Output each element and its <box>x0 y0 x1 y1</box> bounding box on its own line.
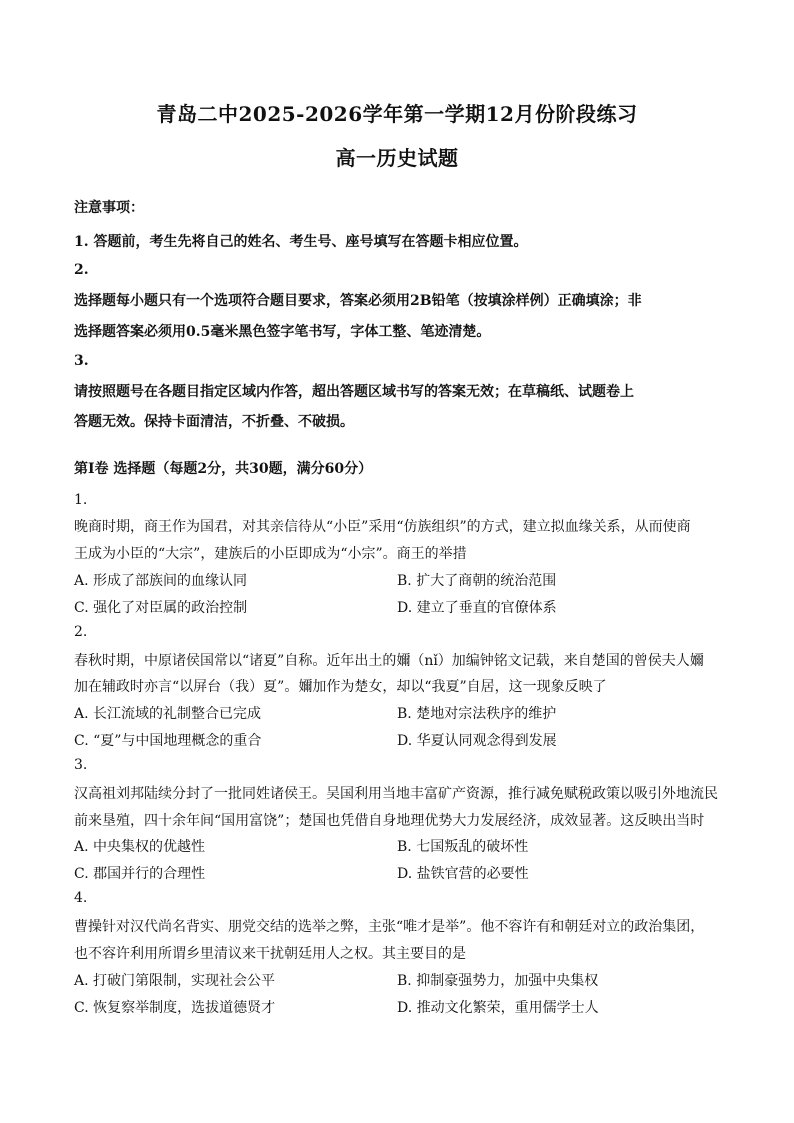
notice-item-2-line-2: 选择题答案必须用0.5毫米黑色签字笔书写，字体工整、笔迹清楚。 <box>74 324 491 340</box>
option-d: D. 华夏认同观念得到发展 <box>397 733 557 749</box>
option-b: B. 抑制豪强势力，加强中央集权 <box>397 973 599 989</box>
notice-item-2-number: 2. <box>74 262 89 278</box>
page-subtitle: 高一历史试题 <box>335 146 459 170</box>
option-b: B. 楚地对宗法秩序的维护 <box>397 706 557 722</box>
notice-item-3-line-1: 请按照题号在各题目指定区域内作答，超出答题区域书写的答案无效；在草稿纸、试题卷上 <box>74 384 634 400</box>
question-number: 3. <box>74 757 88 773</box>
question-text-line: 春秋时期，中原诸侯国常以“诸夏”自称。近年出土的嬭（nǐ）加编钟铭文记载，来自楚国的曾侯夫人嬭 <box>74 653 704 669</box>
question-text-line: 王成为小臣的“大宗”，建族后的小臣即成为“小宗”。商王的举措 <box>74 546 467 562</box>
notice-item-1: 1. 答题前，考生先将自己的姓名、考生号、座号填写在答题卡相应位置。 <box>74 234 528 250</box>
section-title: 第Ⅰ卷 选择题（每题2分，共30题，满分60分） <box>74 461 373 477</box>
option-c: C. 郡国并行的合理性 <box>74 866 206 882</box>
option-b: B. 七国叛乱的破坏性 <box>397 839 529 855</box>
option-c: C. 恢复察举制度，选拔道德贤才 <box>74 1000 276 1016</box>
option-d: D. 盐铁官营的必要性 <box>397 866 529 882</box>
option-d: D. 建立了垂直的官僚体系 <box>397 600 557 616</box>
option-a: A. 中央集权的优越性 <box>74 839 206 855</box>
option-c: C. “夏”与中国地理概念的重合 <box>74 733 262 749</box>
option-a: A. 形成了部族间的血缘认同 <box>74 573 248 589</box>
question-number: 1. <box>74 492 88 508</box>
question-text-line: 曹操针对汉代尚名背实、朋党交结的选举之弊，主张“唯才是举”。他不容许有和朝廷对立的政治集团， <box>74 919 705 935</box>
notice-item-3-number: 3. <box>74 353 89 369</box>
option-d: D. 推动文化繁荣，重用儒学士人 <box>397 1000 599 1016</box>
question-text-line: 汉高祖刘邦陆续分封了一批同姓诸侯王。吴国利用当地丰富矿产资源，推行减免赋税政策以吸引外地流民 <box>74 786 718 802</box>
notice-heading: 注意事项： <box>74 200 144 216</box>
question-text-line: 加在辅政时亦言“以屏台（我）夏”。嬭加作为楚女，却以“我夏”自居，这一现象反映了 <box>74 679 607 695</box>
notice-item-3-line-2: 答题无效。保持卡面清洁，不折叠、不破损。 <box>74 414 354 430</box>
option-b: B. 扩大了商朝的统治范围 <box>397 573 557 589</box>
option-c: C. 强化了对臣属的政治控制 <box>74 600 248 616</box>
notice-item-2-line-1: 选择题每小题只有一个选项符合题目要求，答案必须用2B铅笔（按填涂样例）正确填涂；非 <box>74 293 642 309</box>
page-title: 青岛二中2025-2026学年第一学期12月份阶段练习 <box>156 102 638 126</box>
option-a: A. 长江流域的礼制整合已完成 <box>74 706 262 722</box>
question-number: 4. <box>74 890 88 906</box>
option-a: A. 打破门第限制，实现社会公平 <box>74 973 276 989</box>
question-text-line: 也不容许利用所谓乡里清议来干扰朝廷用人之权。其主要目的是 <box>74 946 466 962</box>
question-text-line: 前来垦殖，四十余年间“国用富饶”；楚国也凭借自身地理优势大力发展经济，成效显著。这反映出当时 <box>74 813 705 829</box>
question-number: 2. <box>74 624 88 640</box>
question-text-line: 晚商时期，商王作为国君，对其亲信待从“小臣”采用“仿族组织”的方式，建立拟血缘关系，从而使商 <box>74 519 691 535</box>
